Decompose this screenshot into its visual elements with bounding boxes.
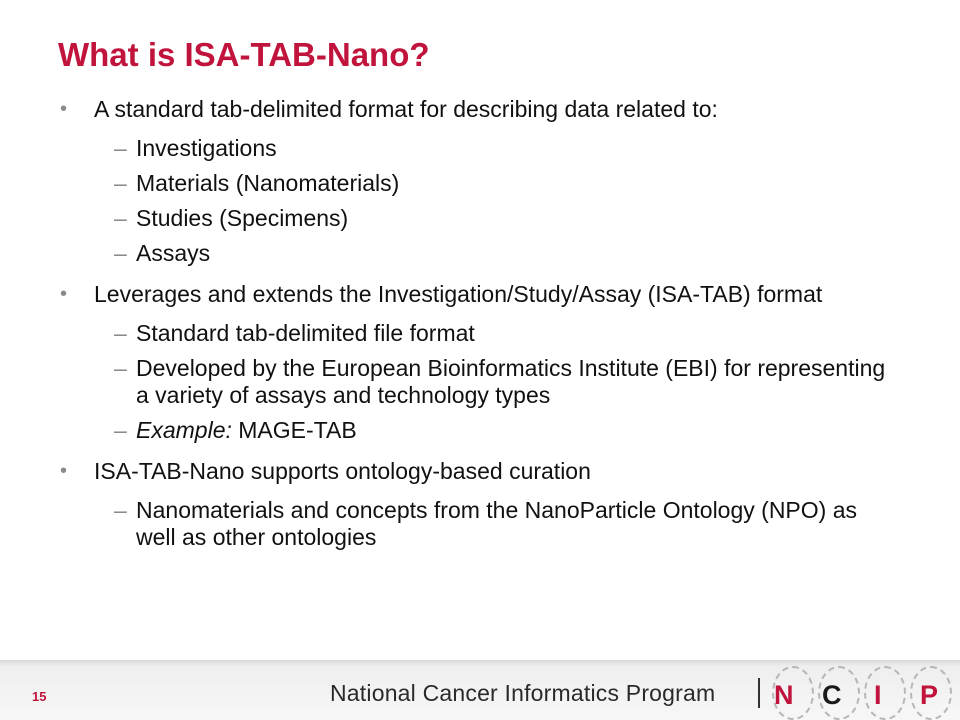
- bullet-icon: •: [60, 283, 68, 305]
- sub-bullet-item: [58, 135, 888, 162]
- dash-icon: –: [114, 320, 127, 346]
- bullet-item: [58, 96, 888, 123]
- sub-bullet-text: Developed by the European Bioinformatics Institute (EBI) for representing a variety of assays and technology types: [136, 355, 886, 408]
- bullet-item: [58, 281, 888, 308]
- bullet-text: Leverages and extends the Investigation/Study/Assay (ISA-TAB) format: [94, 281, 823, 307]
- ncip-logo: [766, 664, 956, 718]
- sub-bullet-item: [58, 497, 888, 551]
- dash-icon: –: [114, 417, 127, 443]
- page-number: 15: [32, 689, 47, 704]
- bullet-item: [58, 458, 888, 485]
- logo-letter-p: P: [920, 680, 939, 710]
- example-label: Example:: [136, 417, 232, 443]
- sub-bullet-item: [58, 240, 888, 267]
- dna-swirl-icon: [864, 666, 906, 720]
- sub-bullet-text: Nanomaterials and concepts from the NanoParticle Ontology (NPO) as well as other ontologies: [136, 497, 857, 550]
- dash-icon: –: [114, 135, 127, 161]
- sub-bullet-item: [58, 170, 888, 197]
- footer-bar: [0, 660, 960, 720]
- bullet-icon: •: [60, 98, 68, 120]
- dash-icon: –: [114, 170, 127, 196]
- sub-bullet-text: Assays: [136, 240, 211, 266]
- sub-bullet-text: Studies (Specimens): [136, 205, 349, 231]
- program-name: National Cancer Informatics Program: [330, 680, 716, 706]
- bullet-text: A standard tab-delimited format for describing data related to:: [94, 96, 718, 122]
- bullet-text: ISA-TAB-Nano supports ontology-based curation: [94, 458, 591, 484]
- dash-icon: –: [114, 497, 127, 523]
- bullet-icon: •: [60, 460, 68, 482]
- dash-icon: –: [114, 205, 127, 231]
- logo-letter-i: I: [874, 680, 882, 710]
- footer-divider: [758, 678, 760, 708]
- slide-content: [58, 96, 888, 559]
- dash-icon: –: [114, 240, 127, 266]
- sub-bullet-item: [58, 355, 888, 409]
- sub-bullet-item: [58, 205, 888, 232]
- sub-bullet-item: [58, 320, 888, 347]
- logo-letter-c: C: [822, 680, 842, 710]
- sub-bullet-item: [58, 417, 888, 444]
- sub-bullet-text: Investigations: [136, 135, 277, 161]
- logo-letter-n: N: [774, 680, 794, 710]
- sub-bullet-text: MAGE-TAB: [231, 417, 357, 443]
- dash-icon: –: [114, 355, 127, 381]
- slide-title: What is ISA-TAB-Nano?: [58, 36, 430, 73]
- sub-bullet-text: Standard tab-delimited file format: [136, 320, 475, 346]
- sub-bullet-text: Materials (Nanomaterials): [136, 170, 400, 196]
